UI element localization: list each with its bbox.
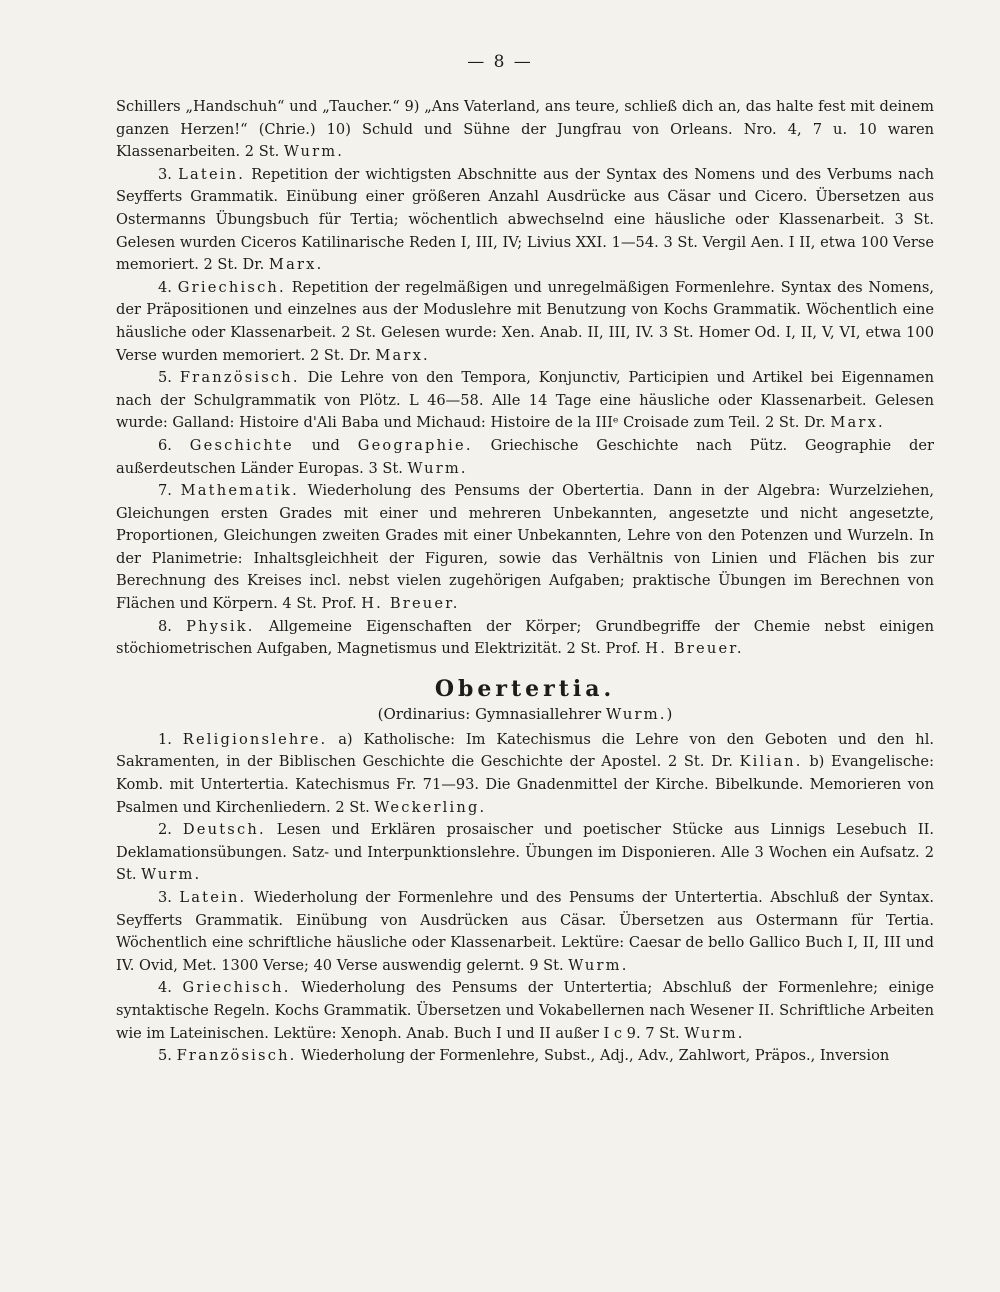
text-run: Repetition der wichtigsten Abschnitte aus der Syntax des Nomens und des Verbums nach Seyfferts Grammatik. Einübung einer größeren Anzahl Ausdrücke aus Cäsar und Cicero. Übersetzen aus Ostermanns Übungsbuch für Tertia; wöchentlich abwechselnd eine häusliche oder Klassenarbeit. 3 St. Gelesen wurden Ciceros Katilinarische Reden I, III, IV; Livius XXI. 1—54. 3 St. Vergil Aen. I II, etwa 100 Verse memoriert. 2 St. Dr. (116, 165, 934, 274)
spaced-term: Geschichte (189, 436, 294, 454)
spaced-term: H. Breuer. (361, 595, 460, 613)
spaced-term: Wurm. (283, 143, 345, 161)
text-run: 6. (158, 436, 190, 454)
paragraph (116, 96, 934, 164)
spaced-term: Marx. (268, 256, 324, 274)
text-run: 3. (158, 889, 180, 906)
spaced-term: Französisch. (179, 369, 300, 387)
spaced-term: Geographie. (357, 436, 473, 454)
text-run: Allgemeine Eigenschaften der Körper; Grundbegriffe der Chemie nebst einigen stöchiometrischen Aufgaben, Magnetismus und Elektrizität. 2 St. Prof. (116, 617, 934, 658)
spaced-term: H. Breuer. (645, 640, 744, 658)
paragraph (116, 977, 934, 1045)
text-run: b) Evangelische: Komb. mit Untertertia. Katechismus Fr. 71—93. Die Gnadenmittel der Kirche. Bibelkunde. Memorieren von Psalmen und Kirchenliedern. 2 St. (116, 753, 934, 816)
text-run: 2. (158, 821, 183, 839)
spaced-term: Wurm. (684, 1024, 745, 1042)
text-run: 7. (158, 482, 181, 500)
text-run: Wiederholung des Pensums der Obertertia. Dann in der Algebra: Wurzelziehen, Gleichungen ersten Grades mit einer und mehreren Unbekannten, angesetzte und nicht angesetzte, Proportionen, Gleichungen zweiten Grades mit einer Unbekannten, Lehre von den Potenzen und Wurzeln. In der Planimetrie: Inhaltsgleichheit der Figuren, sowie das Verhältnis von Linien und Flächen bis zur Berechnung des Kreises incl. nebst vielen zugehörigen Aufgaben; praktische Übungen im Berechnen von Flächen und Körpern. 4 St. Prof. (116, 482, 934, 613)
section-subtitle-prefix: (Ordinarius: Gymnasiallehrer (377, 704, 606, 723)
spaced-term: Religionslehre. (182, 730, 328, 748)
spaced-term: Griechisch. (182, 979, 291, 997)
spaced-term: Physik. (186, 617, 255, 635)
lower-text-block (116, 729, 934, 1068)
paragraph (116, 1045, 934, 1068)
spaced-term: Wurm. (407, 459, 468, 477)
text-run: Lesen und Erklären prosaischer und poetischer Stücke aus Linnigs Lesebuch II. Deklamationsübungen. Satz- und Interpunktionslehre. Übungen im Disponieren. Alle 3 Wochen ein Aufsatz. 2 St. (116, 821, 934, 884)
text-run: und (293, 436, 358, 454)
text-run: Griechische Geschichte nach Pütz. Geographie der außerdeutschen Länder Europas. 3 St. (116, 436, 934, 477)
section-subtitle-name: Wurm. (605, 704, 667, 723)
paragraph (116, 819, 934, 887)
page-body (116, 96, 934, 1068)
paragraph (116, 887, 934, 977)
spaced-term: Mathematik. (180, 482, 299, 500)
text-run: Wiederholung der Formenlehre, Subst., Adj., Adv., Zahlwort, Präpos., Inversion (296, 1047, 890, 1065)
paragraph (116, 435, 934, 480)
text-run: 5. (158, 369, 180, 387)
spaced-term: Kilian. (739, 753, 803, 771)
text-run: Repetition der regelmäßigen und unregelmäßigen Formenlehre. Syntax des Nomens, der Präpositionen und einzelnes aus der Moduslehre mit Benutzung von Kochs Grammatik. Wöchentlich eine häusliche oder Klassenarbeit. 2 St. Gelesen wurde: Xen. Anab. II, III, IV. 3 St. Homer Od. I, II, V, VI, etwa 100 Verse wurden memoriert. 2 St. Dr. (116, 278, 934, 364)
paragraph (116, 729, 934, 819)
text-run: a) Katholische: Im Katechismus die Lehre von den Geboten und den hl. Sakramenten, in der Biblischen Geschichte die Geschichte der Apostel. 2 St. Dr. (116, 730, 934, 771)
spaced-term: Griechisch. (177, 278, 286, 296)
paragraph (116, 480, 934, 616)
section-subtitle-suffix: ) (666, 704, 673, 723)
text-run: 4. (158, 278, 178, 296)
page-number: — 8 — (467, 52, 533, 72)
text-run: Wiederholung des Pensums der Untertertia; Abschluß der Formenlehre; einige syntaktische Regeln. Kochs Grammatik. Übersetzen und Vokabellernen nach Wesener II. Schriftliche Arbeiten wie im Lateinischen. Lektüre: Xenoph. Anab. Buch I und II außer I c 9. 7 St. (116, 979, 934, 1042)
paragraph (116, 616, 934, 661)
spaced-term: Weckerling. (374, 798, 487, 816)
section-subtitle (116, 703, 934, 725)
text-run: 1. (158, 730, 183, 748)
spaced-term: Deutsch. (182, 821, 266, 839)
text-run: Die Lehre von den Tempora, Konjunctiv, Participien und Artikel bei Eigennamen nach der Schulgrammatik von Plötz. L 46—58. Alle 14 Tage eine häusliche oder Klassenarbeit. Gelesen wurde: Galland: Histoire d'Ali Baba und Michaud: Histoire de la IIIᵉ Croisade zum Teil. 2 St. Dr. (116, 369, 934, 432)
section-title: Obertertia. (434, 675, 616, 702)
text-run: 8. (158, 617, 187, 635)
spaced-term: Latein. (179, 889, 247, 906)
spaced-term: Wurm. (568, 956, 629, 974)
text-run: 4. (158, 979, 183, 997)
text-run: 5. (158, 1047, 177, 1065)
spaced-term: Wurm. (141, 866, 202, 884)
paragraph (116, 367, 934, 435)
paragraph (116, 277, 934, 367)
upper-text-block (116, 96, 934, 661)
spaced-term: Französisch. (176, 1047, 297, 1065)
spaced-term: Marx. (375, 346, 430, 364)
spaced-term: Latein. (178, 165, 246, 183)
text-run: 3. (158, 165, 179, 183)
spaced-term: Marx. (830, 414, 885, 432)
paragraph (116, 164, 934, 277)
text-run: Wiederholung der Formenlehre und des Pensums der Untertertia. Abschluß der Syntax. Seyfferts Grammatik. Einübung von Ausdrücken aus Cäsar. Übersetzen aus Ostermann für Tertia. Wöchentlich eine schriftliche häusliche oder Klassenarbeit. Lektüre: Caesar de bello Gallico Buch I, II, III und IV. Ovid, Met. 1300 Verse; 40 Verse auswendig gelernt. 9 St. (116, 889, 934, 974)
text-run: Schillers „Handschuh“ und „Taucher.“ 9) „Ans Vaterland, ans teure, schließ dich an, das halte fest mit deinem ganzen Herzen!“ (Chrie.) 10) Schuld und Sühne der Jungfrau von Orleans. Nro. 4, 7 u. 10 waren Klassenarbeiten. 2 St. (116, 98, 934, 161)
